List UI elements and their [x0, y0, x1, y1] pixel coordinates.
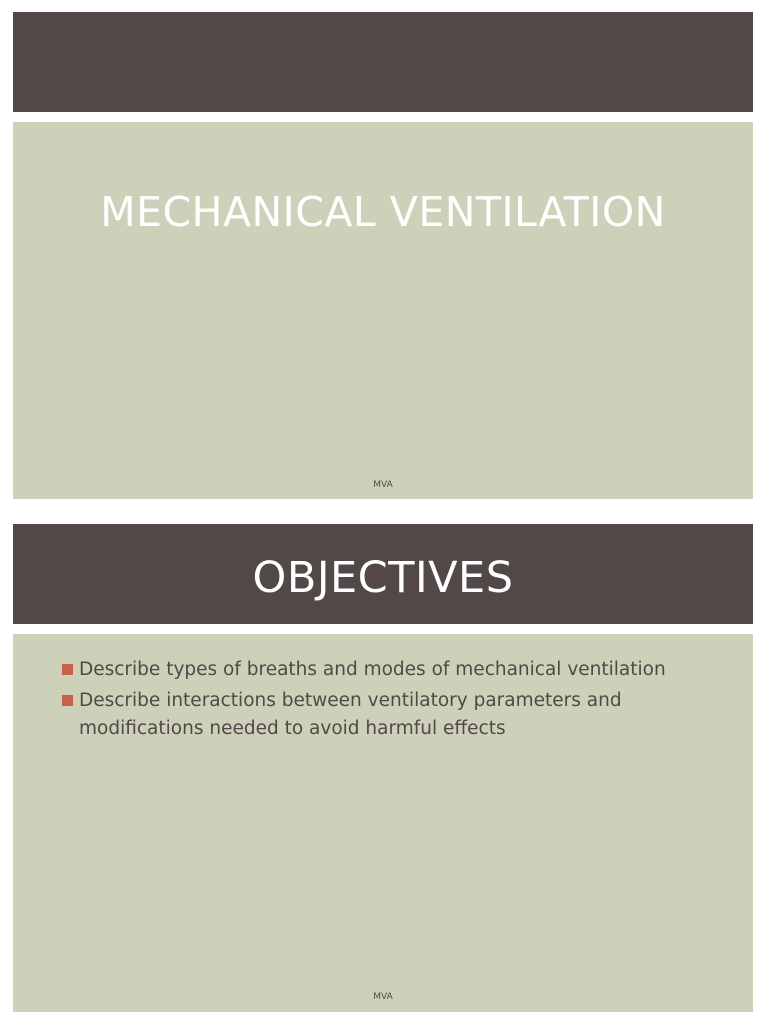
list-item — [62, 687, 722, 743]
slide1-footer: MVA — [373, 480, 393, 490]
slide2-content-panel — [13, 634, 753, 1012]
slide1-header-band — [13, 12, 753, 112]
square-bullet-icon — [62, 664, 73, 675]
slide1-title: MECHANICAL VENTILATION — [100, 188, 666, 236]
bullet-text: Describe interactions between ventilatory parameters and modifications needed to avoid harmful effects — [79, 690, 622, 739]
list-item — [62, 656, 722, 684]
slide1-title-panel — [13, 122, 753, 499]
slide2-footer: MVA — [373, 992, 393, 1002]
slide2-title: OBJECTIVES — [252, 553, 514, 603]
slide2-header-band — [13, 524, 753, 624]
square-bullet-icon — [62, 695, 73, 706]
bullet-text: Describe types of breaths and modes of mechanical ventilation — [79, 659, 666, 680]
objectives-list — [62, 656, 722, 746]
